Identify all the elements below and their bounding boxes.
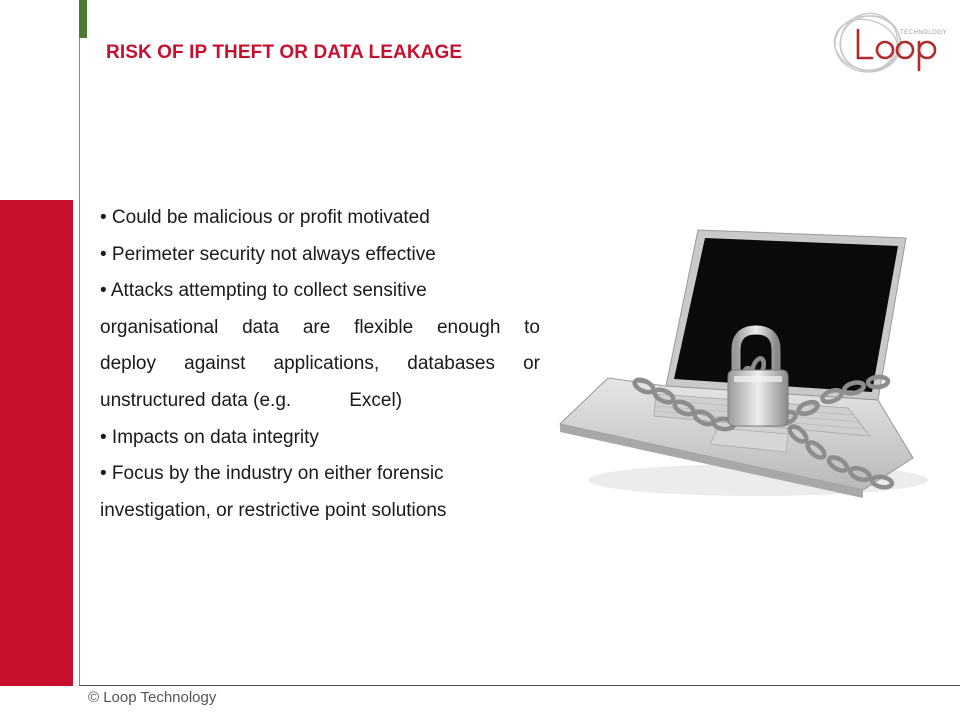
bullet-line: • Impacts on data integrity — [100, 426, 319, 448]
red-side-block — [0, 200, 73, 686]
loop-logo — [828, 8, 952, 74]
green-accent-bar — [79, 0, 87, 38]
bullet-line: investigation, or restrictive point solutions — [100, 499, 447, 521]
bullet-line: organisational data are flexible enough to — [100, 316, 540, 338]
logo-subtext: TECHNOLOGY — [900, 30, 948, 36]
bullet-line: • Focus by the industry on either forensic — [100, 463, 444, 485]
bullet-line: unstructured data (e.g. Excel) — [100, 389, 403, 411]
footer-copyright: © Loop Technology — [88, 689, 217, 706]
slide-title: RISK OF IP THEFT OR DATA LEAKAGE — [106, 42, 463, 63]
laptop-padlock-image — [548, 218, 928, 518]
footer-divider — [79, 685, 960, 686]
bullet-line: • Attacks attempting to collect sensitive — [100, 280, 427, 302]
vertical-divider — [79, 38, 80, 686]
bullet-line: • Perimeter security not always effective — [100, 243, 436, 265]
bullet-line: • Could be malicious or profit motivated — [100, 207, 430, 228]
bullet-line: deploy against applications, databases or — [100, 353, 540, 375]
bullet-text-block — [100, 200, 540, 529]
